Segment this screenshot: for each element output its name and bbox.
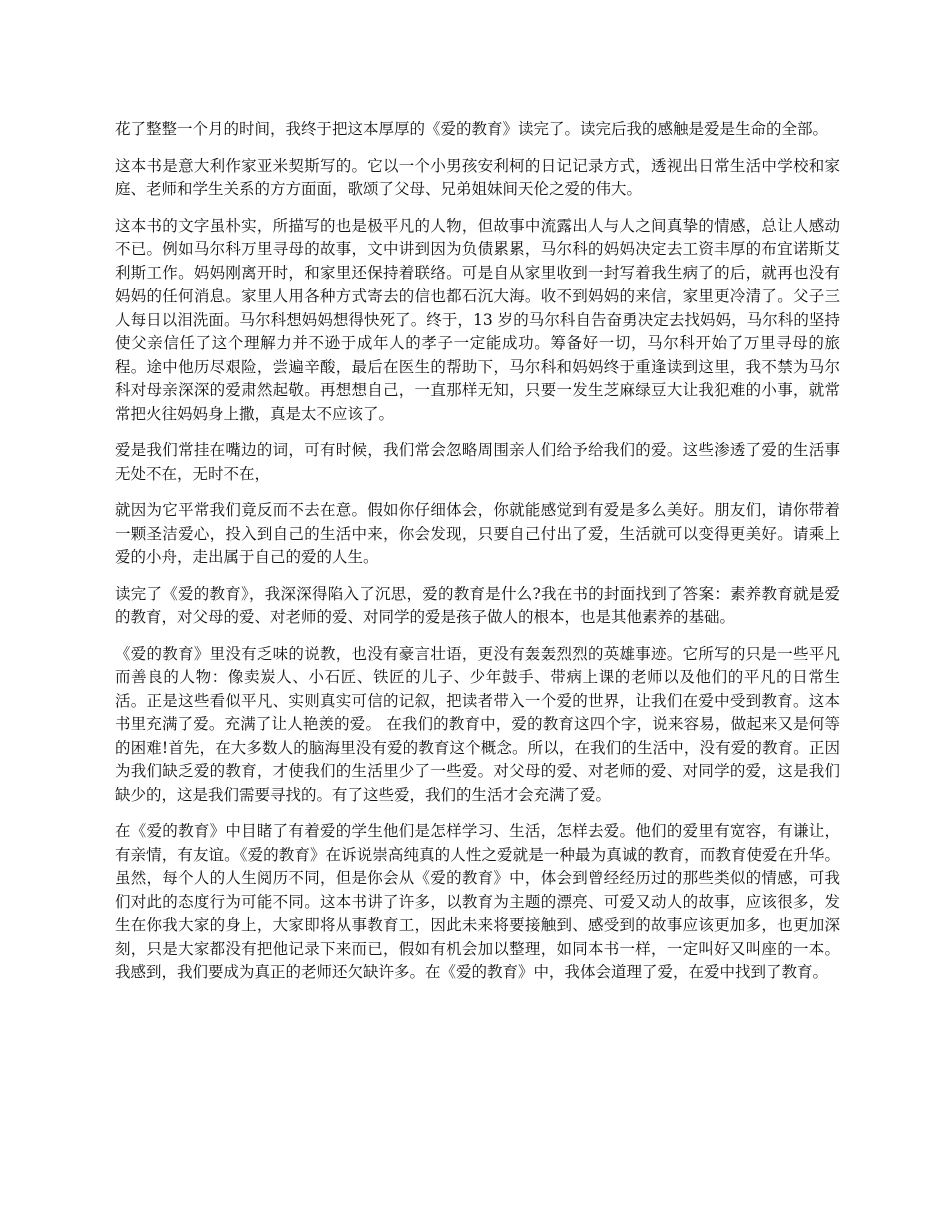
paragraph-3: 这本书的文字虽朴实，所描写的也是极平凡的人物，但故事中流露出人与人之间真挚的情感，总让人感动不已。例如马尔科万里寻母的故事，文中讲到因为负债累累，马尔科的妈妈决定去工资丰厚的布宜诺斯艾利斯工作。妈妈刚离开时，和家里还保持着联络。可是自从家里收到一封写着我生病了的后，就再也没有妈妈的任何消息。家里人用各种方式寄去的信也都石沉大海。收不到妈妈的来信，家里更冷清了。父子三人每日以泪洗面。马尔科想妈妈想得快死了。终于，13 岁的马尔科自告奋勇决定去找妈妈，马尔科的坚持使父亲信任了这个理解力并不逊于成年人的孝子一定能成功。筹备好一切，马尔科开始了万里寻母的旅程。途中他历尽艰险，尝遍辛酸，最后在医生的帮助下，马尔科和妈妈终于重逢读到这里，我不禁为马尔科对母亲深深的爱肃然起敬。再想想自己，一直那样无知，只要一发生芝麻绿豆大让我犯难的小事，就常常把火往妈妈身上撒，真是太不应该了。 [115, 216, 840, 423]
paragraph-4: 爱是我们常挂在嘴边的词，可有时候，我们常会忽略周围亲人们给予给我们的爱。这些渗透了爱的生活事无处不在，无时不在， [115, 441, 840, 483]
document-body [115, 118, 840, 998]
paragraph-6: 读完了《爱的教育》，我深深得陷入了沉思，爱的教育是什么?我在书的封面找到了答案：素养教育就是爱的教育，对父母的爱、对老师的爱、对同学的爱是孩子做人的根本，也是其他素养的基础。 [115, 584, 840, 626]
paragraph-2: 这本书是意大利作家亚米契斯写的。它以一个小男孩安利柯的日记记录方式，透视出日常生活中学校和家庭、老师和学生关系的方方面面，歌颂了父母、兄弟姐妹间天伦之爱的伟大。 [115, 156, 840, 198]
paragraph-8: 在《爱的教育》中目睹了有着爱的学生他们是怎样学习、生活，怎样去爱。他们的爱里有宽容，有谦让，有亲情，有友谊。《爱的教育》在诉说崇高纯真的人性之爱就是一种最为真诚的教育，而教育使爱在升华。虽然，每个人的人生阅历不同，但是你会从《爱的教育》中，体会到曾经经历过的那些类似的情感，可我们对此的态度行为可能不同。这本书讲了许多，以教育为主题的漂亮、可爱又动人的故事，应该很多，发生在你我大家的身上，大家即将从事教育工，因此未来将要接触到、感受到的故事应该更加多，也更加深刻，只是大家都没有把他记录下来而已，假如有机会加以整理，如同本书一样，一定叫好又叫座的一本。我感到，我们要成为真正的老师还欠缺许多。在《爱的教育》中，我体会道理了爱，在爱中找到了教育。 [115, 822, 840, 981]
paragraph-1: 花了整整一个月的时间，我终于把这本厚厚的《爱的教育》读完了。读完后我的感触是爱是生命的全部。 [115, 120, 829, 138]
paragraph-5: 就因为它平常我们竟反而不去在意。假如你仔细体会，你就能感觉到有爱是多么美好。朋友们，请你带着一颗圣洁爱心，投入到自己的生活中来，你会发现，只要自己付出了爱，生活就可以变得更美好。请乘上爱的小舟，走出属于自己的爱的人生。 [115, 501, 840, 566]
paragraph-7: 《爱的教育》里没有乏味的说教，也没有豪言壮语，更没有轰轰烈烈的英雄事迹。它所写的只是一些平凡而善良的人物：像卖炭人、小石匠、铁匠的儿子、少年鼓手、带病上课的老师以及他们的平凡的日常生活。正是这些看似平凡、实则真实可信的记叙，把读者带入一个爱的世界，让我们在爱中受到教育。这本书里充满了爱。充满了让人艳羡的爱。 在我们的教育中，爱的教育这四个字，说来容易，做起来又是何等的困难!首先，在大多数人的脑海里没有爱的教育这个概念。所以，在我们的生活中，没有爱的教育。正因为我们缺乏爱的教育，才使我们的生活里少了一些爱。对父母的爱、对老师的爱、对同学的爱，这是我们缺少的，这是我们需要寻找的。有了这些爱，我们的生活才会充满了爱。 [115, 644, 840, 804]
